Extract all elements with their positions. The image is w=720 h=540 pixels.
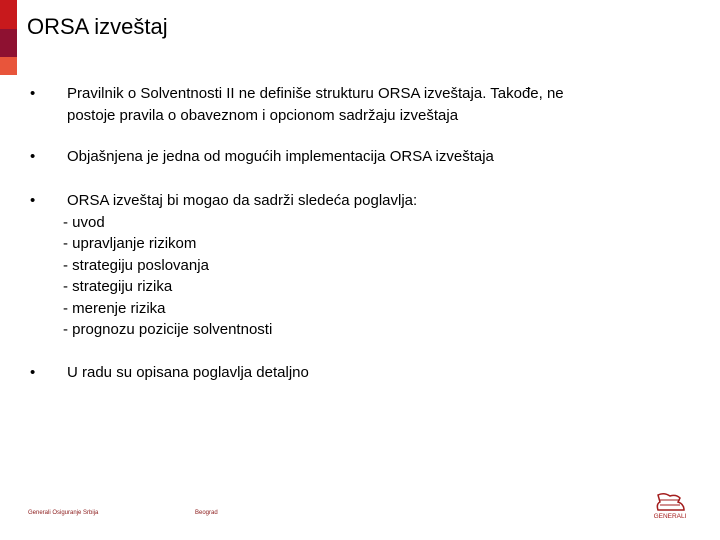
sub-item: - uvod <box>63 213 105 231</box>
sub-item: - strategiju poslovanja <box>63 256 209 274</box>
bullet-text: Objašnjena je jedna od mogućih implementacija ORSA izveštaja <box>67 148 494 165</box>
bullet-text: Pravilnik o Solventnosti II ne definiše strukturu ORSA izveštaja. Takođe, ne <box>67 85 564 102</box>
sub-item: - strategiju rizika <box>63 278 173 295</box>
bullet-4 <box>30 362 647 384</box>
generali-logo <box>650 492 690 520</box>
accent-bar-crimson <box>0 29 17 57</box>
bullet-icon: • <box>30 148 36 165</box>
sub-item: - merenje rizika <box>63 299 166 317</box>
bullet-text: U radu su opisana poglavlja detaljno <box>67 364 309 381</box>
bullet-2 <box>30 146 647 168</box>
bullet-text: ORSA izveštaj bi mogao da sadrži sledeća poglavlja: <box>67 192 418 209</box>
bullet-3 <box>30 190 647 341</box>
sub-item: - prognozu pozicije solventnosti <box>63 321 273 338</box>
bullet-1 <box>30 83 647 126</box>
slide-title: ORSA izveštaj <box>27 14 168 39</box>
bullet-text: postoje pravila o obaveznom i opcionom sadržaju izveštaja <box>67 106 459 124</box>
accent-bar-red <box>0 0 17 29</box>
lion-icon <box>650 492 690 520</box>
bullet-icon: • <box>30 192 36 209</box>
bullet-icon: • <box>30 364 36 381</box>
sub-item: - upravljanje rizikom <box>63 235 197 252</box>
bullet-icon: • <box>30 85 36 102</box>
footer-company: Generali Osiguranje Srbija <box>28 510 99 516</box>
footer-city: Beograd <box>195 510 218 516</box>
accent-bar-orange <box>0 57 17 75</box>
svg-text:GENERALI: GENERALI <box>653 513 687 520</box>
